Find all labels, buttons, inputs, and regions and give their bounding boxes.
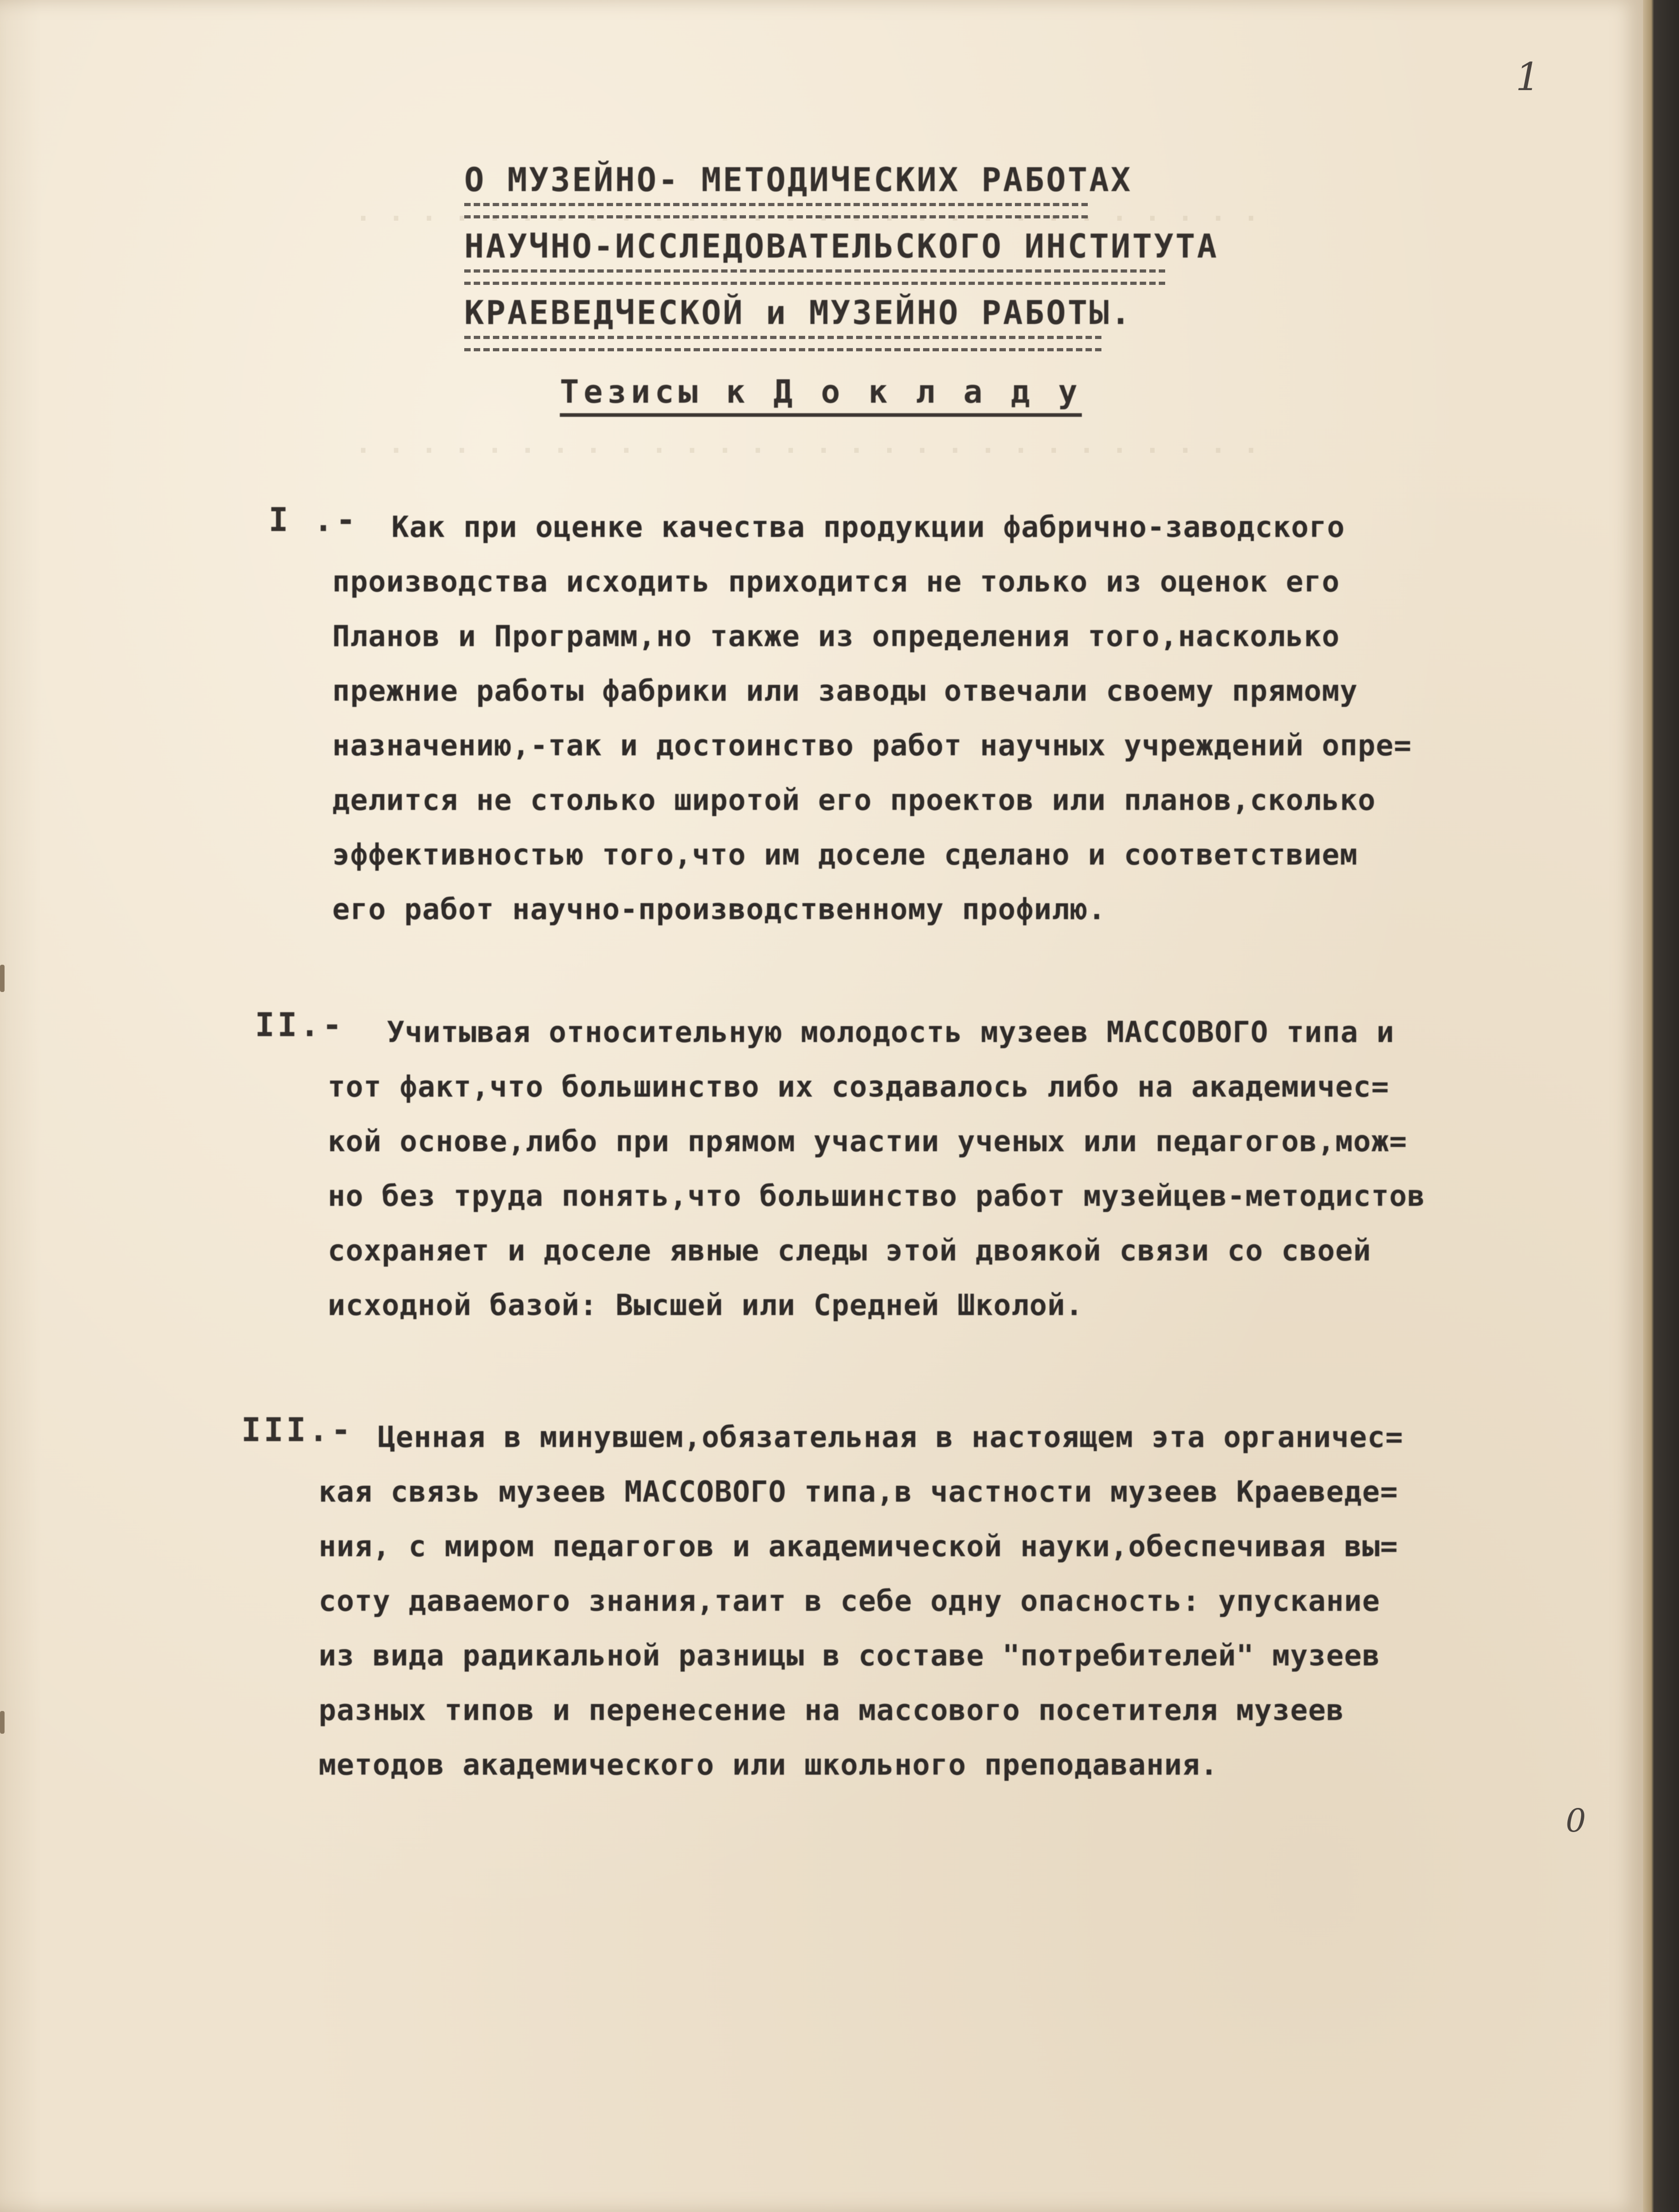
thesis-line: ния, с миром педагогов и академической науки,обеспечивая вы=	[319, 1530, 1398, 1564]
page-edge-background	[1643, 0, 1679, 2212]
thesis-line: Учитывая относительную молодость музеев МАССОВОГО типа и	[387, 1016, 1395, 1049]
title-line-3: КРАЕВЕДЧЕСКОЙ и МУЗЕЙНО РАБОТЫ.	[464, 294, 1132, 332]
thesis-line: его работ научно-производственному профилю.	[332, 893, 1106, 926]
thesis-number: II.-	[255, 1006, 345, 1044]
thesis-number: III.-	[241, 1411, 354, 1449]
edge-mark	[0, 1711, 5, 1734]
thesis-line: соту даваемого знания,таит в себе одну опасность: упускание	[319, 1584, 1380, 1618]
edge-mark	[0, 965, 5, 992]
title-underline	[464, 269, 1165, 285]
page-number: 1	[1516, 55, 1540, 99]
thesis-number: I .-	[269, 501, 359, 539]
thesis-line: кая связь музеев МАССОВОГО типа,в частности музеев Краеведе=	[319, 1475, 1398, 1509]
title-underline	[464, 203, 1088, 218]
document-subtitle: Тезисы к Д о к л а д у	[560, 373, 1082, 417]
thesis-line: прежние работы фабрики или заводы отвечали своему прямому	[332, 674, 1358, 708]
thesis-line: тот факт,что большинство их создавалось либо на академичес=	[328, 1070, 1390, 1104]
thesis-line: Ценная в минувшем,обязательная в настоящем эта органичес=	[378, 1421, 1404, 1454]
thesis-line: производства исходить приходится не только из оценок его	[332, 565, 1340, 599]
title-line-1: О МУЗЕЙНО- МЕТОДИЧЕСКИХ РАБОТАХ	[464, 161, 1132, 199]
thesis-line: но без труда понять,что большинство работ музейцев-методистов	[328, 1179, 1425, 1213]
show-through-text: . . . . . . . . . . . . . . . . . . . . . . . . . . . .	[355, 428, 1259, 460]
thesis-line: сохраняет и доселе явные следы этой двоякой связи со своей	[328, 1234, 1371, 1268]
title-line-2: НАУЧНО-ИССЛЕДОВАТЕЛЬСКОГО ИНСТИТУТА	[464, 227, 1219, 265]
thesis-line: эффективностью того,что им доселе сделано и соответствием	[332, 838, 1358, 872]
document-title	[464, 159, 1219, 359]
thesis-line: разных типов и перенесение на массового посетителя музеев	[319, 1694, 1344, 1727]
thesis-line: Планов и Программ,но также из определения того,насколько	[332, 620, 1340, 653]
thesis-line: методов академического или школьного преподавания.	[319, 1748, 1218, 1782]
thesis-line: кой основе,либо при прямом участии ученых или педагогов,мож=	[328, 1125, 1407, 1159]
margin-mark: 0	[1566, 1802, 1586, 1839]
thesis-line: исходной базой: Высшей или Средней Школой.	[328, 1289, 1084, 1322]
title-underline	[464, 336, 1101, 351]
show-through-text: . . . . . . . . . . . . . . . . . . . . . . . . . . . .	[355, 196, 1259, 228]
thesis-line: делится не столько широтой его проектов или планов,сколько	[332, 784, 1376, 817]
thesis-line: из вида радикальной разницы в составе "потребителей" музеев	[319, 1639, 1380, 1673]
thesis-line: назначению,-так и достоинство работ научных учреждений опре=	[332, 729, 1412, 763]
thesis-line: Как при оценке качества продукции фабрично-заводского	[391, 511, 1345, 544]
